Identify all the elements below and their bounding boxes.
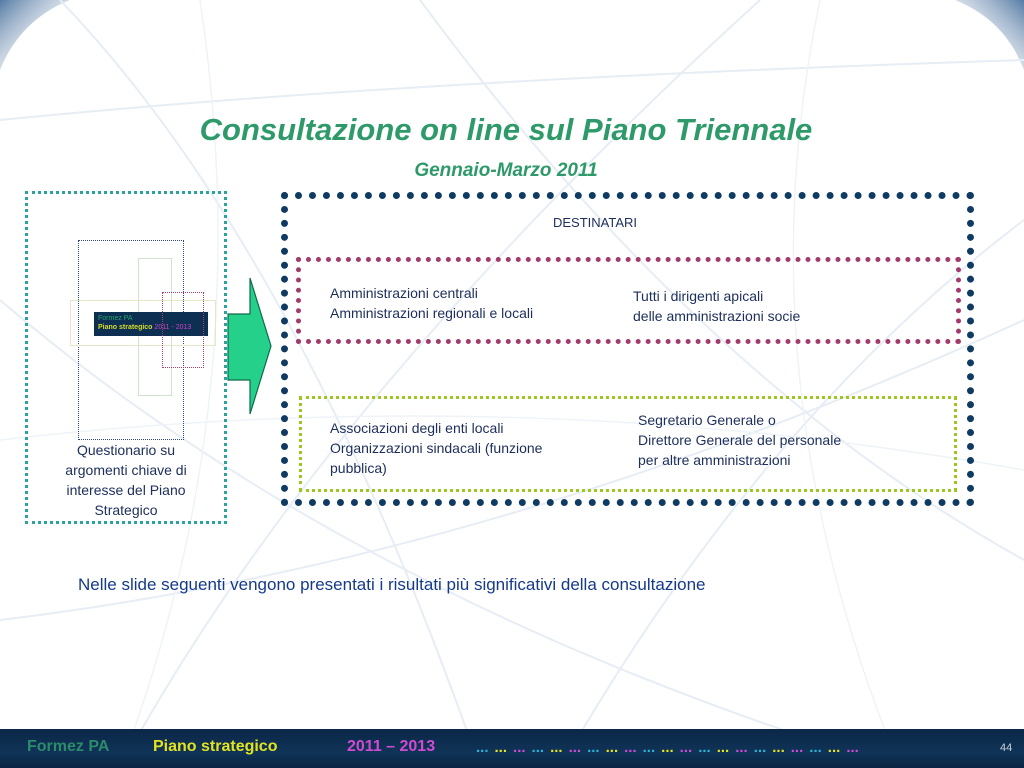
footer-dot-group: ... — [624, 739, 637, 756]
right-arrow-icon — [226, 276, 274, 416]
text-line: Tutti i dirigenti apicali — [633, 288, 764, 304]
footer-dot-group: ... — [735, 739, 748, 756]
text-line: delle amministrazioni socie — [633, 308, 801, 324]
footer-dot-group: ... — [846, 739, 859, 756]
group2-right-text — [638, 410, 841, 470]
thumbnail-years: 2011 - 2013 — [154, 324, 192, 331]
footer-dot-group: ... — [550, 739, 563, 756]
footer-dot-group: ... — [494, 739, 508, 756]
footer-dot-group: ... — [772, 739, 785, 756]
destinatari-label: DESTINATARI — [552, 215, 638, 230]
footer-dot-group: ... — [531, 739, 545, 756]
footer-dot-group: ... — [809, 739, 822, 756]
slide-subtitle: Gennaio-Marzo 2011 — [414, 160, 598, 181]
footer-dot-group: ... — [790, 739, 804, 756]
footer-plan: Piano strategico — [153, 738, 278, 755]
footer-dot-group: ... — [476, 739, 489, 756]
text-line: Amministrazioni centrali — [330, 285, 478, 301]
footer-years: 2011 – 2013 — [347, 738, 436, 755]
text-line: Direttore Generale del personale — [638, 432, 842, 448]
text-line: Organizzazioni sindacali (funzione — [330, 440, 543, 456]
footer-bar — [0, 729, 1024, 768]
footer-dot-group: ... — [513, 739, 526, 756]
footer-dot-group: ... — [605, 739, 619, 756]
caption-line: argomenti chiave di — [65, 462, 187, 478]
footer-brand: Formez PA — [27, 738, 110, 755]
text-line: Associazioni degli enti locali — [330, 420, 504, 436]
footer-dot-group: ... — [679, 739, 693, 756]
group1-right-text — [633, 286, 800, 326]
thumbnail-magenta-rect — [162, 292, 204, 368]
questionnaire-caption — [40, 440, 212, 520]
text-line: per altre amministrazioni — [638, 452, 791, 468]
thumbnail-plan: Piano strategico — [98, 324, 153, 331]
text-line: pubblica) — [330, 460, 387, 476]
footer-dot-group: ... — [642, 739, 656, 756]
group1-left-text — [330, 283, 533, 323]
text-line: Segretario Generale o — [638, 412, 776, 428]
footer-dot-group: ... — [698, 739, 711, 756]
text-line: Amministrazioni regionali e locali — [330, 305, 534, 321]
footer-dot-group: ... — [661, 739, 674, 756]
group2-left-text — [330, 418, 542, 478]
footer-dot-group: ... — [587, 739, 600, 756]
footer-dots — [476, 739, 865, 756]
bottom-note: Nelle slide seguenti vengono presentati i risultati più significativi della consultazione — [78, 575, 706, 594]
footer-dot-group: ... — [568, 739, 582, 756]
footer-dot-group: ... — [753, 739, 767, 756]
slide-title: Consultazione on line sul Piano Triennale — [199, 112, 813, 147]
footer-dot-group: ... — [827, 739, 841, 756]
thumbnail-brand: Formez PA — [98, 315, 133, 322]
footer-dot-group: ... — [716, 739, 730, 756]
caption-line: Strategico — [94, 502, 158, 518]
page-number: 44 — [1000, 742, 1013, 754]
caption-line: interesse del Piano — [66, 482, 186, 498]
caption-line: Questionario su — [76, 442, 176, 458]
